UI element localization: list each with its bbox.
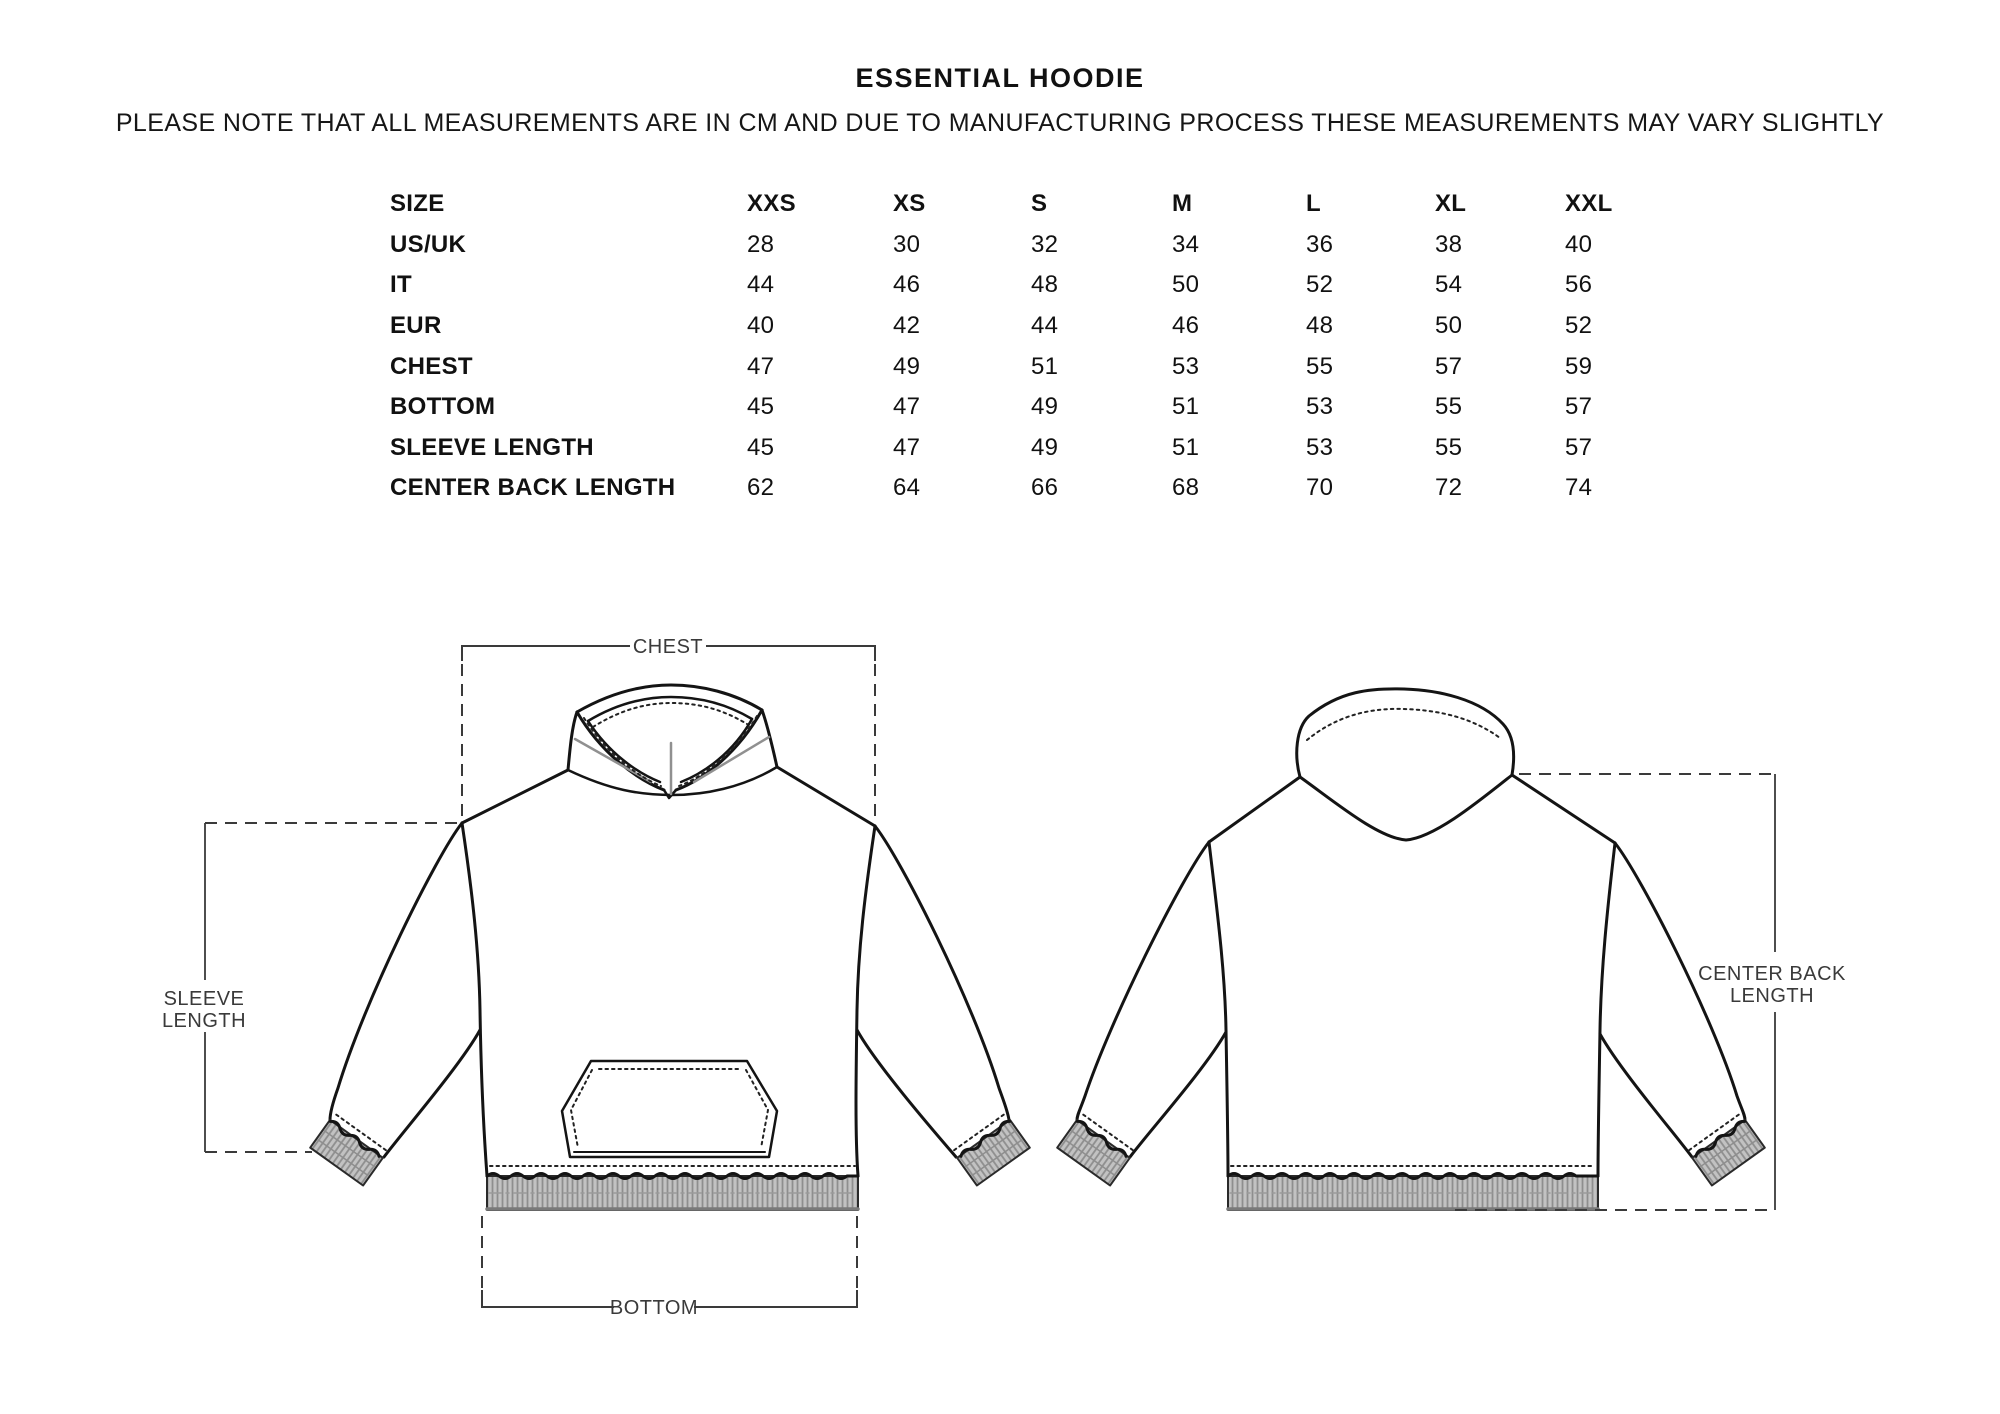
table-cell: 40: [1565, 230, 1593, 258]
back-cuff-right: [1687, 1113, 1764, 1185]
table-cell: 38: [1435, 230, 1463, 258]
table-cell: 47: [893, 393, 921, 421]
front-hood-left-edge: [568, 712, 577, 770]
table-cell: 53: [1172, 352, 1200, 380]
table-row-bottom: [390, 387, 1700, 428]
table-cell: 47: [893, 433, 921, 461]
back-cuff-left: [1057, 1113, 1134, 1185]
table-cell: 50: [1172, 271, 1200, 299]
row-label: SIZE: [390, 190, 445, 218]
pocket-left-stitch: [571, 1070, 592, 1148]
table-cell: 50: [1435, 312, 1463, 340]
page-title: ESSENTIAL HOODIE: [855, 63, 1145, 93]
bottom-dimension-label: BOTTOM: [609, 1297, 699, 1319]
back-shoulder-right: [1512, 775, 1615, 843]
table-cell: 48: [1306, 312, 1334, 340]
front-hood-rim-inner: [588, 697, 752, 721]
table-cell: 54: [1435, 271, 1463, 299]
table-row-size: [390, 184, 1700, 225]
table-cell: 51: [1172, 393, 1200, 421]
pocket-outline: [562, 1061, 777, 1157]
table-cell: 51: [1172, 433, 1200, 461]
table-cell: 74: [1565, 474, 1593, 502]
front-body-right-edge: [856, 826, 875, 1176]
table-cell: 53: [1306, 393, 1334, 421]
table-cell: 48: [1031, 271, 1059, 299]
table-cell: 36: [1306, 230, 1334, 258]
table-cell: 53: [1306, 433, 1334, 461]
table-cell: 44: [1031, 312, 1059, 340]
table-cell: 28: [747, 230, 775, 258]
cuff-rib: [310, 1120, 383, 1185]
table-cell: 40: [747, 312, 775, 340]
row-label: IT: [390, 271, 412, 299]
table-row-eur: [390, 306, 1700, 347]
chest-dimension-label: CHEST: [632, 636, 704, 658]
row-label: EUR: [390, 312, 442, 340]
back-hood-outline: [1297, 689, 1514, 777]
center-back-label-line2: LENGTH: [1729, 985, 1815, 1007]
hoodie-technical-drawing: [150, 600, 1850, 1360]
sleeve-length-label-line1: SLEEVE: [163, 988, 245, 1010]
front-kangaroo-pocket: [562, 1061, 777, 1157]
table-cell: L: [1306, 190, 1321, 218]
back-sleeve-left-underarm: [1130, 1032, 1226, 1157]
table-cell: 57: [1435, 352, 1463, 380]
back-body-right-edge: [1598, 843, 1615, 1176]
table-cell: 46: [893, 271, 921, 299]
table-cell: 68: [1172, 474, 1200, 502]
table-cell: 57: [1565, 393, 1593, 421]
back-hood-stitch: [1307, 709, 1500, 740]
front-shoulder-right: [777, 767, 875, 826]
table-cell: S: [1031, 190, 1048, 218]
table-cell: 64: [893, 474, 921, 502]
front-neckline: [568, 767, 777, 795]
bottom-dimension: [482, 1216, 857, 1319]
table-cell: 57: [1565, 433, 1593, 461]
table-cell: 49: [893, 352, 921, 380]
table-cell: 52: [1306, 271, 1334, 299]
row-label: SLEEVE LENGTH: [390, 433, 594, 461]
table-cell: XL: [1435, 190, 1467, 218]
back-hood: [1297, 689, 1514, 840]
table-cell: 66: [1031, 474, 1059, 502]
row-label: CENTER BACK LENGTH: [390, 474, 676, 502]
front-shoulder-left: [462, 770, 568, 823]
sleeve-length-dimension: [162, 823, 460, 1152]
measurement-note: PLEASE NOTE THAT ALL MEASUREMENTS ARE IN CM AND DUE TO MANUFACTURING PROCESS THESE MEASUREMENTS MAY VARY SLIGHTLY: [115, 109, 1885, 137]
table-row-us-uk: [390, 225, 1700, 266]
table-cell: 30: [893, 230, 921, 258]
center-back-length-dimension: [1455, 774, 1846, 1210]
table-cell: 55: [1435, 393, 1463, 421]
table-cell: 34: [1172, 230, 1200, 258]
table-cell: 56: [1565, 271, 1593, 299]
table-cell: 42: [893, 312, 921, 340]
size-table: [390, 184, 1700, 509]
table-cell: 55: [1306, 352, 1334, 380]
back-sleeve-left-outer: [1077, 842, 1209, 1120]
front-sleeve-left-underarm: [384, 1030, 480, 1157]
front-hood-vband-right-inner: [681, 719, 752, 782]
table-cell: 59: [1565, 352, 1593, 380]
table-cell: 46: [1172, 312, 1200, 340]
dimension-annotations: [162, 636, 1846, 1319]
center-back-label-line1: CENTER BACK: [1698, 963, 1846, 985]
table-cell: 51: [1031, 352, 1059, 380]
table-cell: 55: [1435, 433, 1463, 461]
back-hem-rib: [1228, 1166, 1598, 1210]
front-body-left-edge: [462, 823, 487, 1176]
table-cell: 44: [747, 271, 775, 299]
front-sleeve-right-underarm: [857, 1030, 956, 1157]
row-label: BOTTOM: [390, 393, 496, 421]
front-cuff-right: [952, 1113, 1029, 1185]
pocket-right-stitch: [746, 1070, 768, 1148]
table-cell: XXL: [1565, 190, 1613, 218]
table-cell: XS: [893, 190, 926, 218]
front-hood-fold-line-right: [694, 737, 769, 782]
table-cell: 52: [1565, 312, 1593, 340]
table-cell: M: [1172, 190, 1193, 218]
front-hood-rim-outer: [577, 685, 762, 712]
row-label: US/UK: [390, 230, 467, 258]
front-sleeve-right-outer: [875, 826, 1009, 1120]
front-sleeve-left-outer: [330, 823, 462, 1120]
row-label: CHEST: [390, 352, 473, 380]
table-cell: 62: [747, 474, 775, 502]
table-cell: 45: [747, 433, 775, 461]
table-cell: XXS: [747, 190, 796, 218]
back-body-left-edge: [1209, 842, 1228, 1176]
back-sleeve-right-underarm: [1600, 1034, 1692, 1157]
table-row-chest: [390, 346, 1700, 387]
table-cell: 49: [1031, 433, 1059, 461]
table-cell: 70: [1306, 474, 1334, 502]
table-cell: 47: [747, 352, 775, 380]
cuff-rib: [957, 1120, 1030, 1185]
front-cuff-left: [310, 1113, 387, 1185]
table-row-center-back-length: [390, 468, 1700, 509]
table-row-it: [390, 265, 1700, 306]
table-cell: 45: [747, 393, 775, 421]
table-cell: 49: [1031, 393, 1059, 421]
table-cell: 72: [1435, 474, 1463, 502]
cuff-rib: [1692, 1120, 1765, 1185]
sleeve-length-label-line2: LENGTH: [161, 1010, 247, 1032]
back-hood-bottom: [1300, 775, 1512, 840]
hoodie-back-view: [1057, 689, 1765, 1210]
cuff-rib: [1057, 1120, 1130, 1185]
table-row-sleeve-length: [390, 428, 1700, 469]
front-hem-rib: [487, 1166, 858, 1210]
bottom-extension-lines: [482, 1216, 857, 1288]
table-cell: 32: [1031, 230, 1059, 258]
hoodie-front-view: [310, 685, 1030, 1210]
back-shoulder-left: [1209, 777, 1300, 842]
